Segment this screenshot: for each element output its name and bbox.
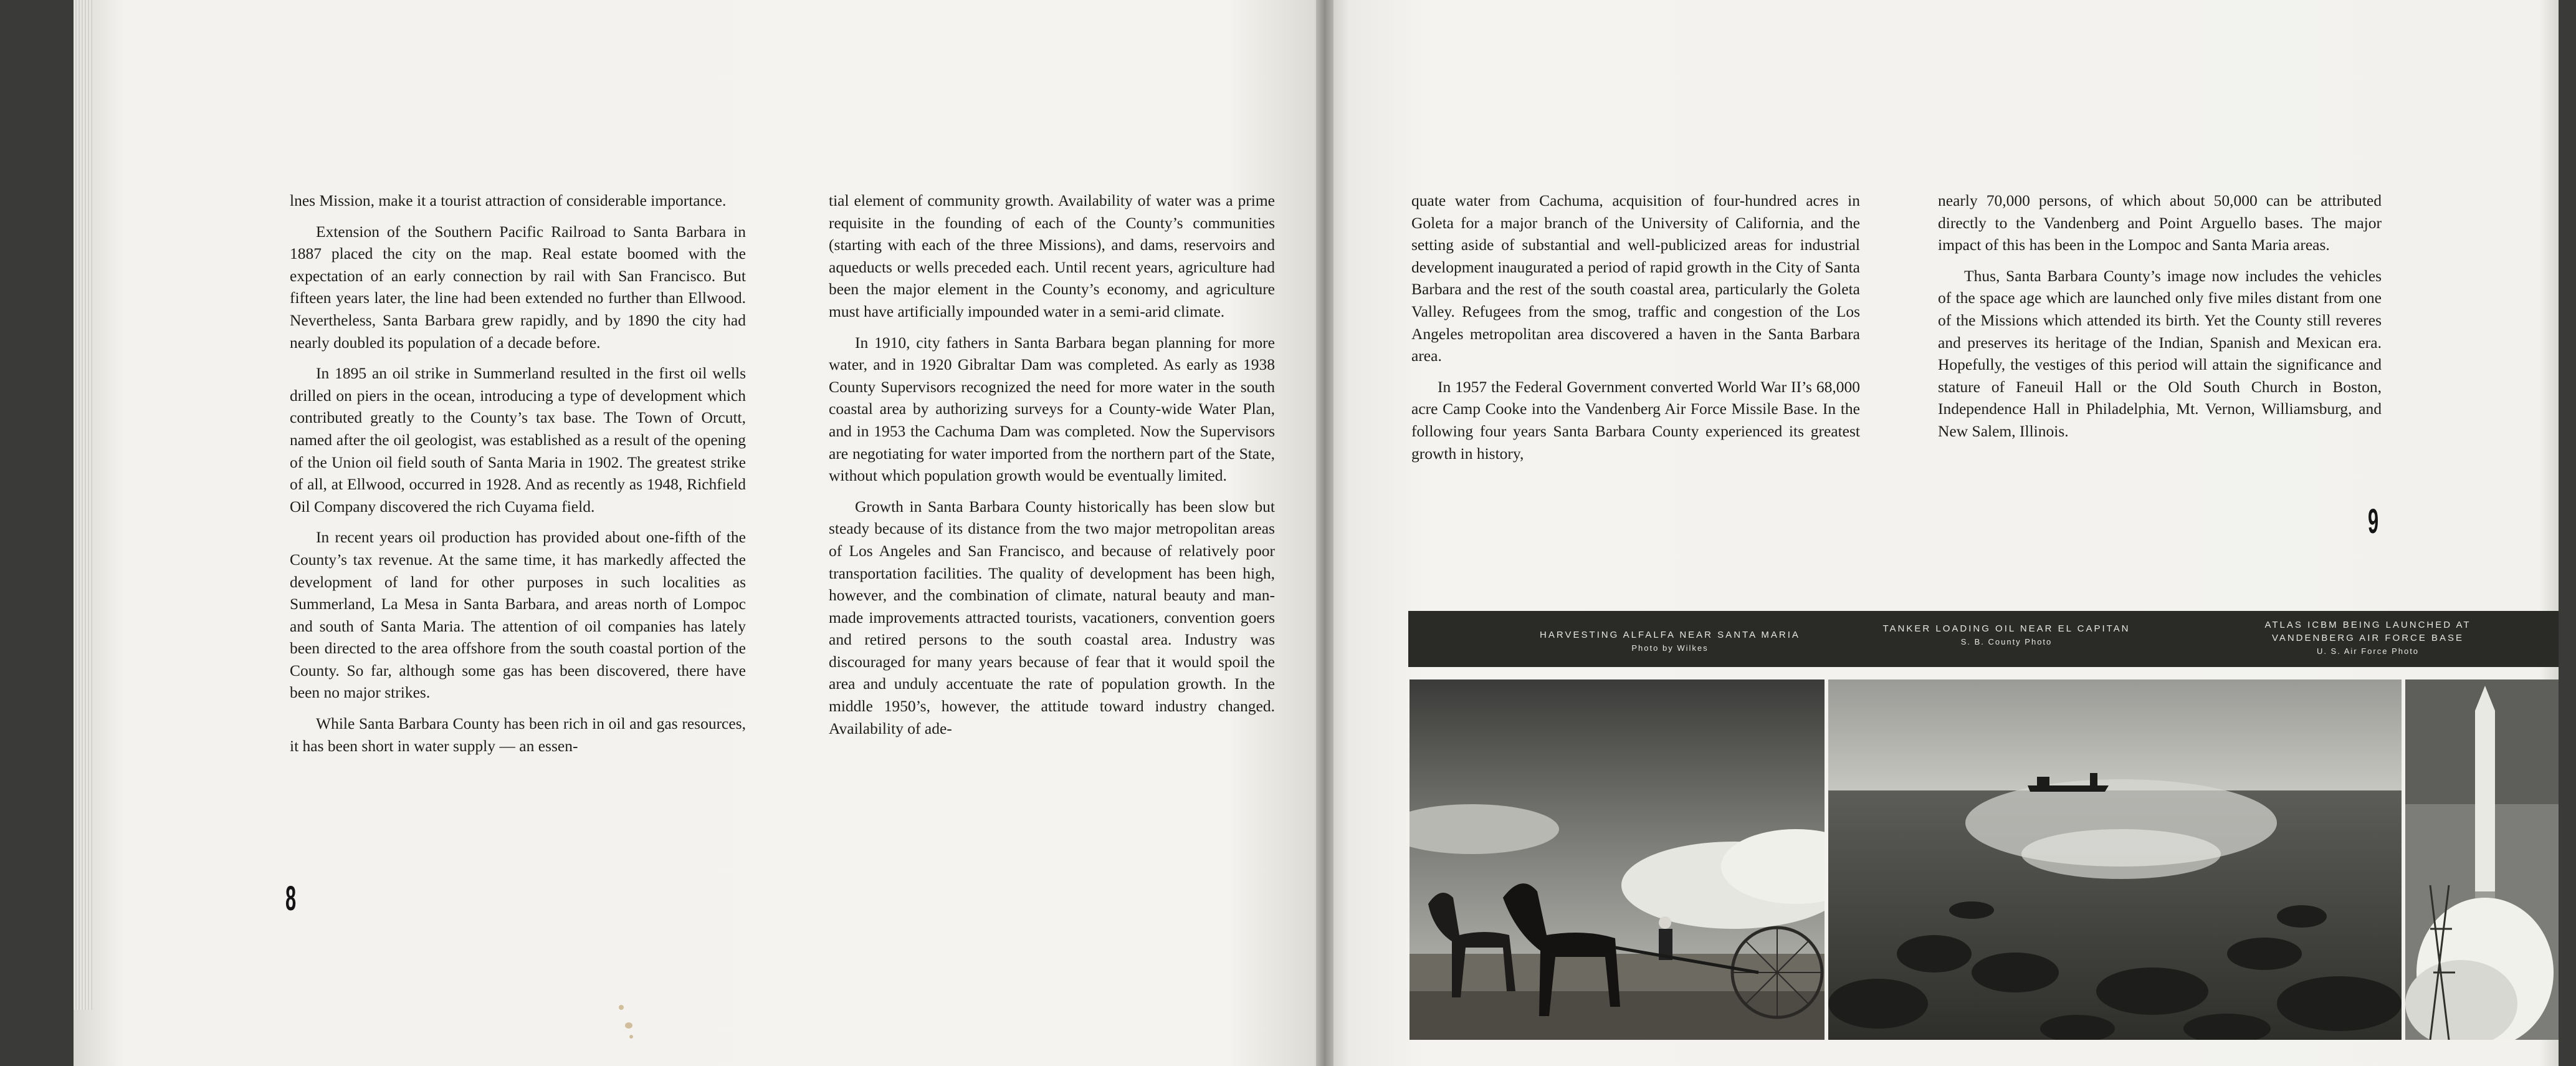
caption-credit: S. B. County Photo <box>1960 637 2053 646</box>
left-column-2 <box>829 190 1275 748</box>
caption-tanker <box>1844 622 2168 648</box>
photo-tanker <box>1828 679 2402 1040</box>
paragraph: lnes Mission, make it a tourist attraction of considerable importance. <box>290 191 727 209</box>
caption-title: ATLAS ICBM BEING LAUNCHED AT <box>2264 620 2471 630</box>
caption-alfalfa <box>1496 628 1844 655</box>
photo-harvesting-alfalfa <box>1410 679 1825 1040</box>
page-number-left: 8 <box>285 878 297 918</box>
stain-mark <box>629 1035 633 1039</box>
paragraph: Extension of the Southern Pacific Railroad to Santa Barbara in 1887 placed the city on the map. Real estate boomed with the expectation of an early connection by rail with San Francisco. But fifteen years later, the line had been extended no further than Ellwood. Nevertheless, Santa Barbara grew rapidly, and by 1890 the city had nearly doubled its population of a decade before. <box>290 222 746 352</box>
paragraph: In 1957 the Federal Government converted World War II’s 68,000 acre Camp Cooke into the Vandenberg Air Force Missile Base. In the following four years Santa Barbara County experienced its greatest growth in history, <box>1411 377 1860 463</box>
caption-title: TANKER LOADING OIL NEAR EL CAPITAN <box>1882 623 2130 634</box>
paragraph: In 1910, city fathers in Santa Barbara began planning for more water, and in 1920 Gibraltar Dam was completed. As early as 1938 County Supervisors recognized the need for more water in the south coastal area by authorizing surveys for a County-wide Water Plan, and in 1953 the Cachuma Dam was completed. Now the Supervisors are negotiating for water imported from the northern part of the State, without which population growth would be eventually limited. <box>829 333 1275 485</box>
paragraph: nearly 70,000 persons, of which about 50,000 can be attributed directly to the Vandenberg and Point Arguello bases. The major impact of this has been in the Lompoc and Santa Maria areas. <box>1938 191 2382 254</box>
caption-title: HARVESTING ALFALFA NEAR SANTA MARIA <box>1540 630 1800 640</box>
caption-credit: U. S. Air Force Photo <box>2316 646 2420 656</box>
paragraph: quate water from Cachuma, acquisition of four-hundred acres in Goleta for a major branch of the University of California, and the setting aside of substantial and well-publicized areas for industrial development inaugurated a period of rapid growth in the City of Santa Barbara and the rest of the south coastal area, particularly the Goleta Valley. Refugees from the smog, traffic and congestion of the Los Angeles metropolitan area discovered a haven in the Santa Barbara area. <box>1411 191 1860 365</box>
paragraph: tial element of community growth. Availability of water was a prime requisite in the founding of each of the County’s communities (starting with each of the three Missions), and dams, reservoirs and aqueducts or wells preceded each. Until recent years, agriculture had been the major element in the County’s economy, and agriculture must have artificially impounded water in a semi-arid climate. <box>829 191 1275 320</box>
paragraph: While Santa Barbara County has been rich in oil and gas resources, it has been short in water supply — an essen- <box>290 714 746 755</box>
book-spine <box>1316 0 1333 1066</box>
stain-mark <box>619 1005 624 1010</box>
photo-caption-band <box>1408 611 2559 667</box>
page-number-right: 9 <box>2368 501 2379 540</box>
paragraph: In recent years oil production has provided about one-fifth of the County’s tax revenue. At the same time, it has markedly affected the development of land for other purposes in such localities as Summerland, La Mesa in Santa Barbara, and areas north of Lompoc and south of Santa Maria. The attention of oil companies has lately been directed to the area offshore from the south coastal portion of the County. So far, although some gas has been discovered, there have been no major strikes. <box>290 528 746 702</box>
caption-credit: Photo by Wilkes <box>1631 643 1709 653</box>
paragraph: Growth in Santa Barbara County historically has been slow but steady because of its distance from the two major metropolitan areas of Los Angeles and San Francisco, and because of relatively poor transportation facilities. The quality of development has been high, however, and the combination of climate, natural beauty and man-made improvements attracted tourists, vacationers, convention goers and retired persons to the south coastal area. Industry was discouraged for many years because of fear that it would spoil the area and unduly accentuate the rate of population growth. In the middle 1950’s, however, the attitude toward industry changed. Availability of ade- <box>829 497 1275 737</box>
paragraph: In 1895 an oil strike in Summerland resulted in the first oil wells drilled on piers in the ocean, introducing a type of development which contributed greatly to the County’s tax base. The Town of Orcutt, named after the oil geologist, was established as a result of the opening of the Union oil field south of Santa Maria in 1902. The greatest strike of all, at Ellwood, occurred in 1928. And as recently as 1948, Richfield Oil Company discovered the rich Cuyama field. <box>290 364 746 516</box>
right-column-1 <box>1411 190 1860 473</box>
left-column-1 <box>290 190 746 766</box>
right-column-2 <box>1938 190 2382 451</box>
caption-title: VANDENBERG AIR FORCE BASE <box>2271 633 2464 643</box>
page-edge-stack <box>74 0 92 1010</box>
stain-mark <box>625 1022 632 1029</box>
photo-atlas-launch <box>2405 679 2559 1040</box>
paragraph: Thus, Santa Barbara County’s image now includes the vehicles of the space age which are launched only five miles distant from one of the Missions which attended its birth. Yet the County still reveres and preserves its heritage of the Indian, Spanish and Mexican era. Hopefully, the vestiges of this period will attain the significance and stature of Faneuil Hall or the Old South Church in Boston, Independence Hall in Philadelphia, Mt. Vernon, Williamsburg, and New Salem, Illinois. <box>1938 266 2382 440</box>
caption-atlas <box>2181 618 2555 658</box>
